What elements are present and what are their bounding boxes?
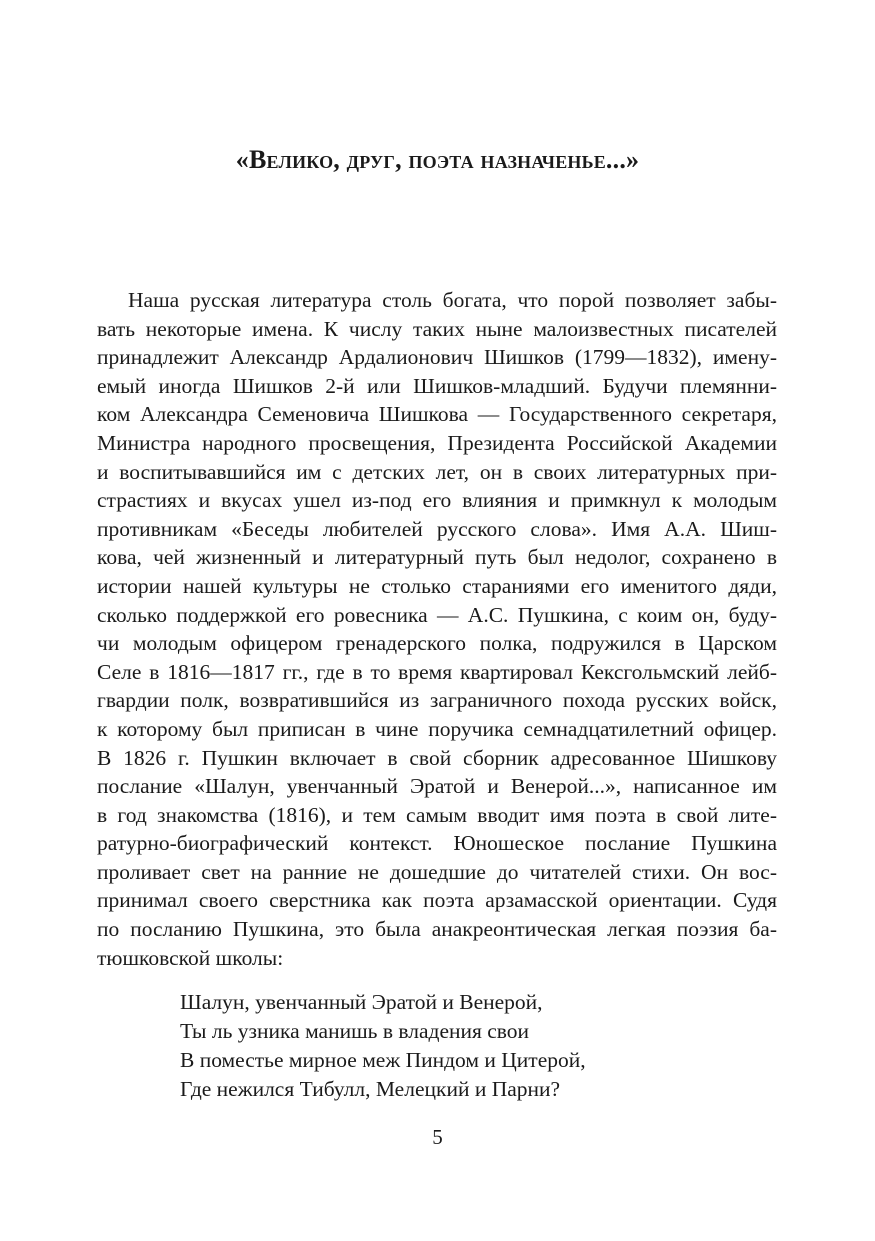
paragraph-line: ратурно-биографический контекст. Юношеское послание Пушкина: [97, 831, 777, 856]
poem-quote: [180, 988, 586, 1104]
chapter-title: «Велико, друг, поэта назначенье...»: [235, 145, 640, 174]
paragraph-line: ком Александра Семеновича Шишкова — Государственного секретаря,: [97, 402, 777, 427]
paragraph-line: страстиях и вкусах ушел из-под его влияния и примкнул к молодым: [97, 488, 777, 513]
paragraph-line: Селе в 1816—1817 гг., где в то время квартировал Кексгольмский лейб-: [97, 659, 777, 684]
paragraph-line: чи молодым офицером гренадерского полка, подружился в Царском: [97, 631, 777, 656]
paragraph-line: вать некоторые имена. К числу таких ныне малоизвестных писателей: [97, 316, 777, 341]
paragraph-line: сколько поддержкой его ровесника — А.С. Пушкина, с коим он, буду-: [97, 602, 777, 627]
paragraph-line: емый иногда Шишков 2-й или Шишков-младший. Будучи племянни-: [97, 373, 777, 398]
poem-line: Где нежился Тибулл, Мелецкий и Парни?: [180, 1077, 561, 1101]
paragraph-line: принадлежит Александр Ардалионович Шишков (1799—1832), имену-: [97, 345, 777, 370]
poem-line: В поместье мирное меж Пиндом и Цитерой,: [180, 1048, 586, 1072]
page-number: 5: [432, 1125, 443, 1149]
paragraph-line: Министра народного просвещения, Президента Российской Академии: [97, 430, 777, 455]
paragraph-line: проливает свет на ранние не дошедшие до читателей стихи. Он вос-: [97, 859, 777, 884]
paragraph-line: по посланию Пушкина, это была анакреонтическая легкая поэзия ба-: [97, 917, 777, 942]
paragraph-line: принимал своего сверстника как поэта арзамасской ориентации. Судя: [97, 888, 777, 913]
body-paragraph: [97, 286, 777, 972]
paragraph-line: в год знакомства (1816), и тем самым вводит имя поэта в свой лите-: [97, 802, 777, 827]
poem-line: Ты ль узника манишь в владения свои: [180, 1019, 530, 1043]
paragraph-line: и воспитывавшийся им с детских лет, он в своих литературных при-: [97, 459, 777, 484]
paragraph-line: гвардии полк, возвратившийся из заграничного похода русских войск,: [97, 688, 777, 713]
paragraph-line: кова, чей жизненный и литературный путь был недолог, сохранено в: [97, 545, 777, 570]
paragraph-line: тюшковской школы:: [97, 945, 284, 970]
paragraph-line: истории нашей культуры не столько стараниями его именитого дяди,: [97, 573, 777, 598]
paragraph-line: В 1826 г. Пушкин включает в свой сборник адресованное Шишкову: [97, 745, 777, 770]
paragraph-line: противникам «Беседы любителей русского слова». Имя А.А. Шиш-: [97, 516, 777, 541]
poem-line: Шалун, увенчанный Эратой и Венерой,: [180, 990, 543, 1014]
paragraph-line: Наша русская литература столь богата, что порой позволяет забы-: [128, 288, 777, 312]
paragraph-line: к которому был приписан в чине поручика семнадцатилетний офицер.: [97, 716, 777, 741]
paragraph-line: послание «Шалун, увенчанный Эратой и Венерой...», написанное им: [97, 774, 777, 799]
